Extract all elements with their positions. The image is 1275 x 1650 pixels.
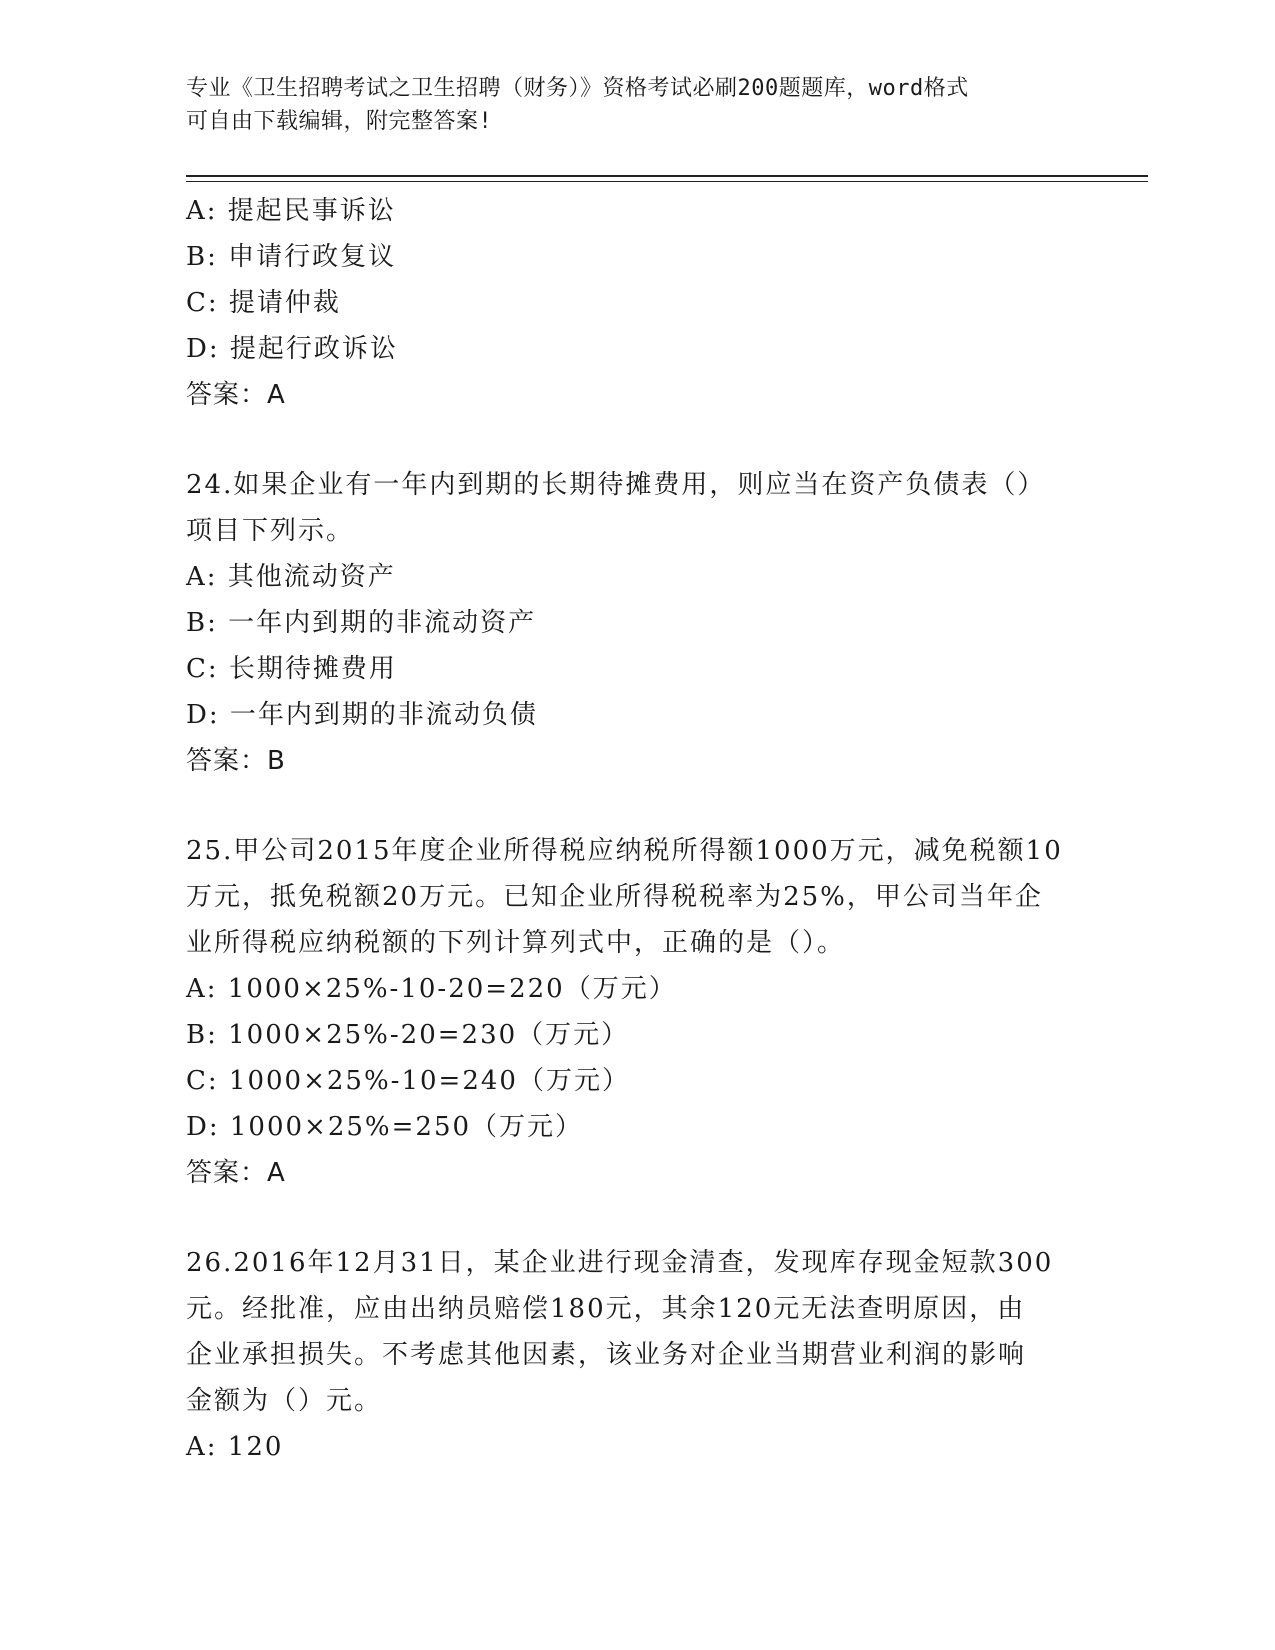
option-d: D: 一年内到期的非流动负债 (186, 700, 538, 730)
option-a: A: 其他流动资产 (186, 562, 396, 592)
option-a: A: 提起民事诉讼 (186, 196, 396, 226)
answer-line: 答案：B (186, 746, 286, 776)
option-a: A: 120 (186, 1432, 284, 1462)
option-c: C: 长期待摊费用 (186, 654, 397, 684)
question-stem (186, 828, 1086, 966)
question-block-24 (186, 462, 1086, 784)
header-rule-thick (186, 175, 1148, 177)
option-a: A: 1000×25%-10-20=220（万元） (186, 974, 677, 1004)
option-d: D: 提起行政诉讼 (186, 334, 398, 364)
question-stem (186, 462, 1086, 554)
header-line-1: 专业《卫生招聘考试之卫生招聘（财务）》资格考试必刷200题题库，word格式 (186, 76, 969, 101)
option-c: C: 提请仲裁 (186, 288, 341, 318)
stem-line: 业所得税应纳税额的下列计算列式中，正确的是（）。 (186, 928, 846, 958)
stem-line: 24.如果企业有一年内到期的长期待摊费用，则应当在资产负债表（） (186, 470, 1046, 500)
option-c: C: 1000×25%-10=240（万元） (186, 1066, 630, 1096)
stem-line: 企业承担损失。不考虑其他因素，该业务对企业当期营业利润的影响 (186, 1340, 1027, 1370)
question-block-25 (186, 828, 1086, 1196)
stem-line: 金额为（）元。 (186, 1386, 383, 1416)
answer-line: 答案：A (186, 380, 286, 410)
option-d: D: 1000×25%=250（万元） (186, 1112, 584, 1142)
stem-line: 25.甲公司2015年度企业所得税应纳税所得额1000万元，减免税额10 (186, 836, 1063, 866)
header-rule-thin (186, 181, 1148, 182)
question-block-23 (186, 188, 1086, 418)
header-line-2: 可自由下载编辑，附完整答案! (186, 109, 493, 134)
question-stem (186, 1240, 1086, 1424)
document-body (186, 188, 1086, 1470)
answer-line: 答案：A (186, 1158, 286, 1188)
document-header (186, 72, 1066, 138)
stem-line: 26.2016年12月31日，某企业进行现金清查，发现库存现金短款300 (186, 1248, 1054, 1278)
stem-line: 项目下列示。 (186, 516, 355, 546)
option-b: B: 申请行政复议 (186, 242, 397, 272)
option-b: B: 一年内到期的非流动资产 (186, 608, 537, 638)
question-block-26 (186, 1240, 1086, 1470)
option-b: B: 1000×25%-20=230（万元） (186, 1020, 630, 1050)
stem-line: 万元，抵免税额20万元。已知企业所得税税率为25%，甲公司当年企 (186, 882, 1043, 912)
stem-line: 元。经批准，应由出纳员赔偿180元，其余120元无法查明原因，由 (186, 1294, 1026, 1324)
